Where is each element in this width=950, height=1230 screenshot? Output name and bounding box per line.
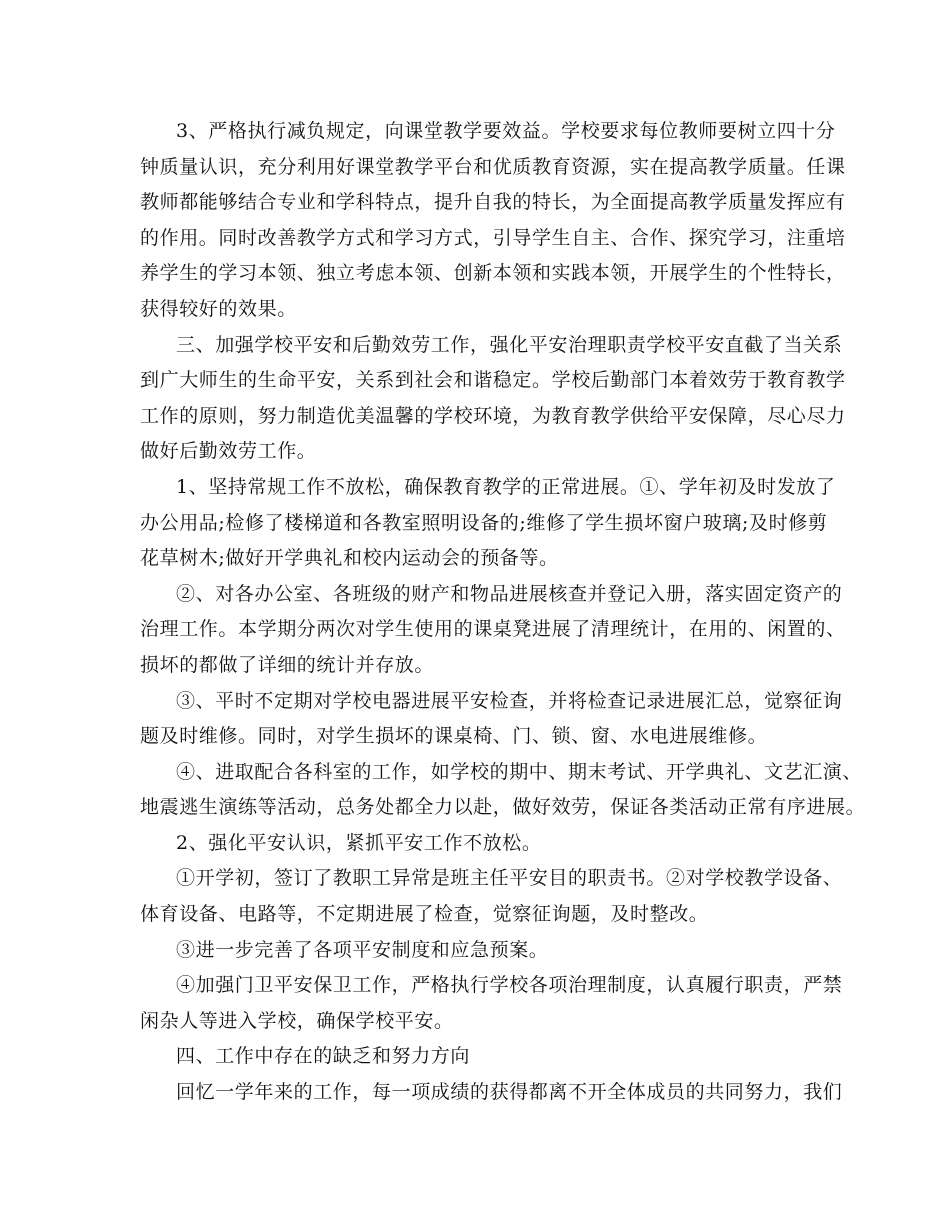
text-line: 养学生的学习本领、独立考虑本领、创新本领和实践本领，开展学生的个性特长， [140, 262, 846, 285]
text-line: 花草树木;做好开学典礼和校内运动会的预备等。 [140, 547, 559, 570]
text-line: 办公用品;检修了楼梯道和各教室照明设备的;维修了学生损坏窗户玻璃;及时修剪 [140, 511, 828, 534]
document-body [140, 114, 866, 1111]
text-line: 1、坚持常规工作不放松，确保教育教学的正常进展。①、学年初及时发放了 [176, 475, 836, 498]
text-line: 四、工作中存在的缺乏和努力方向 [176, 1045, 471, 1068]
text-line: ③、平时不定期对学校电器进展平安检查，并将检查记录进展汇总，觉察征询 [176, 689, 843, 712]
text-line: 教师都能够结合专业和学科特点，提升自我的特长，为全面提高教学质量发挥应有 [140, 191, 846, 214]
text-line: 3、严格执行减负规定，向课堂教学要效益。学校要求每位教师要树立四十分 [176, 120, 836, 142]
text-line: 钟质量认识，充分利用好课堂教学平台和优质教育资源，实在提高教学质量。任课 [140, 155, 846, 178]
text-line: 做好后勤效劳工作。 [140, 440, 317, 463]
text-line: ④、进取配合各科室的工作，如学校的期中、期末考试、开学典礼、文艺汇演、 [176, 760, 863, 783]
text-line: 题及时维修。同时，对学生损坏的课桌椅、门、锁、窗、水电进展维修。 [140, 725, 768, 748]
text-line: 体育设备、电路等，不定期进展了检查，觉察征询题，及时整改。 [140, 903, 709, 926]
text-line: 到广大师生的生命平安，关系到社会和谐稳定。学校后勤部门本着效劳于教育教学 [140, 369, 846, 392]
text-line: 损坏的都做了详细的统计并存放。 [140, 653, 435, 676]
text-line: 治理工作。本学期分两次对学生使用的课桌凳进展了清理统计，在用的、闲置的、 [140, 618, 846, 641]
text-line: 获得较好的效果。 [140, 297, 297, 320]
text-line: 闲杂人等进入学校，确保学校平安。 [140, 1009, 454, 1032]
text-line: ①开学初，签订了教职工异常是班主任平安目的职责书。②对学校教学设备、 [176, 867, 843, 890]
text-line: ③进一步完善了各项平安制度和应急预案。 [176, 938, 549, 961]
text-line: 的作用。同时改善教学方式和学习方式，引导学生自主、合作、探究学习，注重培 [140, 226, 846, 249]
text-line: 地震逃生演练等活动，总务处都全力以赴，做好效劳，保证各类活动正常有序进展。 [140, 796, 866, 819]
text-line: 工作的原则，努力制造优美温馨的学校环境，为教育教学供给平安保障，尽心尽力 [140, 404, 846, 427]
text-line: ②、对各办公室、各班级的财产和物品进展核查并登记入册，落实固定资产的 [176, 582, 843, 605]
text-line: 2、强化平安认识，紧抓平安工作不放松。 [176, 831, 542, 854]
text-line: 三、加强学校平安和后勤效劳工作，强化平安治理职责学校平安直截了当关系 [176, 333, 843, 356]
text-line: ④加强门卫平安保卫工作，严格执行学校各项治理制度，认真履行职责，严禁 [176, 974, 843, 997]
text-line: 回忆一学年来的工作，每一项成绩的获得都离不开全体成员的共同努力，我们 [176, 1081, 843, 1104]
